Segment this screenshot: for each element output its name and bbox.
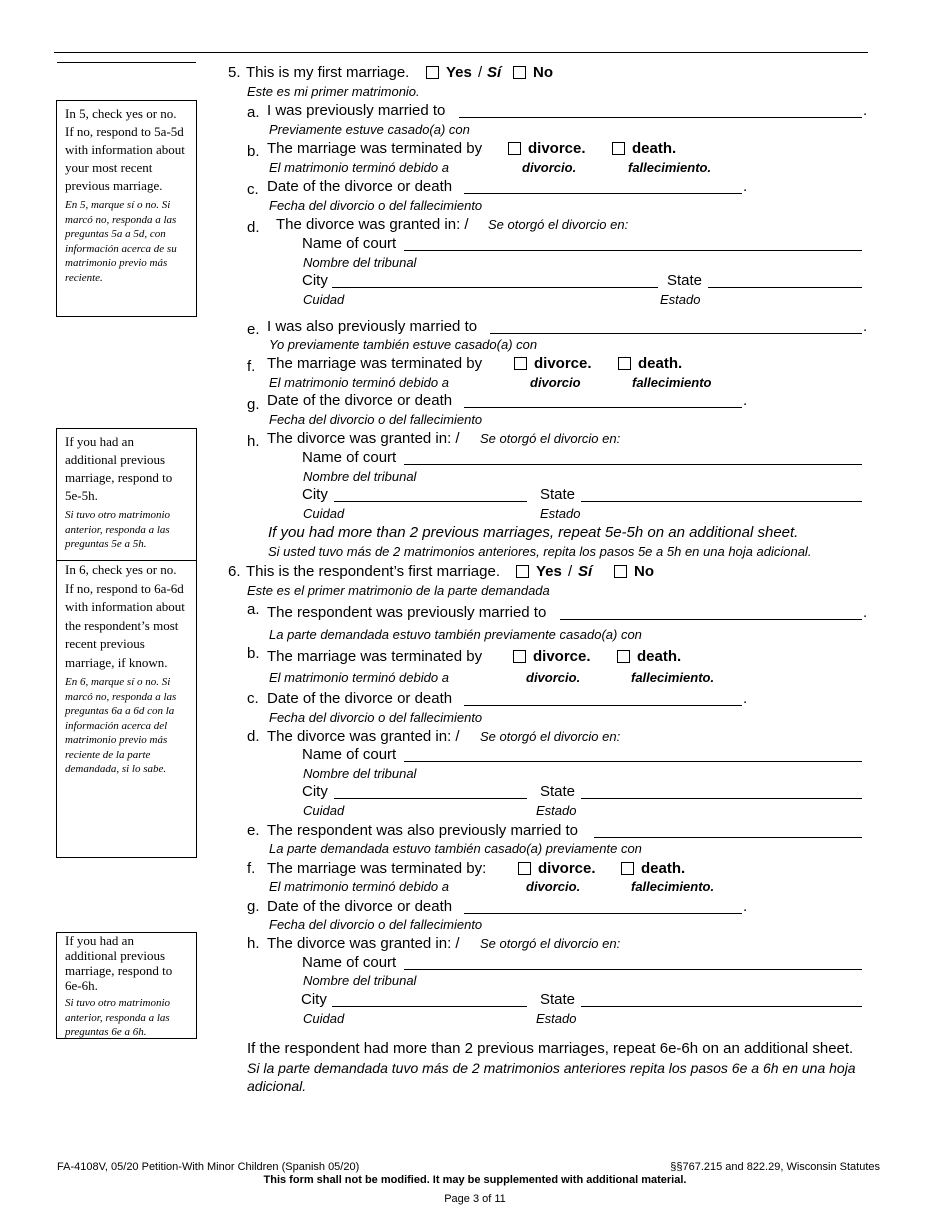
city-label-es: Cuidad xyxy=(303,506,345,521)
checkbox-6b-divorce[interactable] xyxy=(513,650,526,663)
label-divorcio: divorcio. xyxy=(522,160,577,175)
label-si: Sí xyxy=(578,563,593,580)
item-letter: e. xyxy=(247,321,260,338)
instruction-text-es: En 6, marque sí o no. Si marcó no, responda a las preguntas 6a a 6d con la información acerca del matrimonio previo más reciente de la parte demandada, si lo sabe. xyxy=(65,676,177,775)
item-letter: a. xyxy=(247,104,260,121)
instruction-text: If you had an additional previous marriage, respond to 5e-5h. xyxy=(65,434,173,503)
question-6a-label-es: La parte demandada estuvo también previamente casado(a) con xyxy=(269,627,642,642)
granted-es: Se otorgó el divorcio en: xyxy=(480,936,621,951)
field-6g-date[interactable] xyxy=(464,913,742,914)
instruction-text: In 5, check yes or no. If no, respond to 5a-5d with information about your most recent previous marriage. xyxy=(65,106,185,193)
item-letter: d. xyxy=(247,728,260,745)
form-id: FA-4108V, 05/20 Petition-With Minor Children (Spanish 05/20) xyxy=(57,1161,360,1173)
court-label-es: Nombre del tribunal xyxy=(303,973,417,988)
label-fallecimiento: fallecimiento. xyxy=(631,879,715,894)
city-label: City xyxy=(301,991,327,1008)
state-label-es: Estado xyxy=(536,803,577,818)
instruction-box-5 xyxy=(56,100,197,317)
period: . xyxy=(743,690,748,707)
field-5c-date[interactable] xyxy=(464,193,742,194)
question-5h-label: The divorce was granted in: / xyxy=(267,430,460,447)
field-6e-spouse[interactable] xyxy=(594,837,862,838)
granted-es: Se otorgó el divorcio en: xyxy=(488,217,629,232)
field-6d-court[interactable] xyxy=(404,761,862,762)
question-6c-label: Date of the divorce or death xyxy=(267,690,453,707)
granted-es: Se otorgó el divorcio en: xyxy=(480,729,621,744)
city-label: City xyxy=(302,486,328,503)
label-divorcio: divorcio xyxy=(530,375,581,390)
question-6e-label: The respondent was also previously married to xyxy=(267,822,578,839)
city-label-es: Cuidad xyxy=(303,1011,345,1026)
checkbox-6-yes[interactable] xyxy=(516,565,529,578)
question-5e-label: I was also previously married to xyxy=(267,318,478,335)
checkbox-6f-death[interactable] xyxy=(621,862,634,875)
city-label-es: Cuidad xyxy=(303,292,345,307)
page-number: Page 3 of 11 xyxy=(444,1193,506,1205)
terminated-es: El matrimonio terminó debido a xyxy=(269,670,449,685)
state-label: State xyxy=(667,272,703,289)
field-5h-state[interactable] xyxy=(581,501,862,502)
label-death: death. xyxy=(641,860,686,877)
court-label: Name of court xyxy=(302,746,397,763)
question-6h-label: The divorce was granted in: / xyxy=(267,935,460,952)
court-label: Name of court xyxy=(302,449,397,466)
label-yes: Yes xyxy=(446,64,472,81)
state-label-es: Estado xyxy=(536,1011,577,1026)
label-death: death. xyxy=(632,140,677,157)
item-letter: g. xyxy=(247,396,260,413)
field-6d-state[interactable] xyxy=(581,798,862,799)
terminated-es: El matrimonio terminó debido a xyxy=(269,160,449,175)
label-divorce: divorce. xyxy=(528,140,586,157)
city-label: City xyxy=(302,783,328,800)
date-label-es: Fecha del divorcio o del fallecimiento xyxy=(269,198,483,213)
item-letter: g. xyxy=(247,898,260,915)
repeat-note-5-es: Si usted tuvo más de 2 matrimonios anteriores, repita los pasos 5e a 5h en una hoja adicional. xyxy=(268,544,812,559)
state-label: State xyxy=(540,783,576,800)
state-label-es: Estado xyxy=(660,292,701,307)
item-letter: a. xyxy=(247,601,260,618)
question-6e-label-es: La parte demandada estuvo también casado(a) previamente con xyxy=(269,841,642,856)
question-6f-label: The marriage was terminated by: xyxy=(267,860,487,877)
label-divorce: divorce. xyxy=(538,860,596,877)
slash: / xyxy=(478,64,483,81)
sidebar-top-rule xyxy=(57,62,196,63)
label-death: death. xyxy=(638,355,683,372)
item-letter: h. xyxy=(247,935,260,952)
checkbox-5-no[interactable] xyxy=(513,66,526,79)
field-5a-spouse[interactable] xyxy=(459,117,862,118)
court-label: Name of court xyxy=(302,954,397,971)
question-6d-label: The divorce was granted in: / xyxy=(267,728,460,745)
item-letter: b. xyxy=(247,645,260,662)
instruction-box-6 xyxy=(56,560,197,858)
label-fallecimiento: fallecimiento. xyxy=(628,160,712,175)
item-number-6: 6. xyxy=(228,563,241,580)
state-label: State xyxy=(540,486,576,503)
item-letter: e. xyxy=(247,822,260,839)
date-label-es: Fecha del divorcio o del fallecimiento xyxy=(269,710,483,725)
checkbox-6b-death[interactable] xyxy=(617,650,630,663)
instruction-text: If you had an additional previous marriage, respond to 6e-6h. xyxy=(65,933,173,993)
court-label-es: Nombre del tribunal xyxy=(303,255,417,270)
period: . xyxy=(743,392,748,409)
question-5-title: This is my first marriage. xyxy=(246,64,410,81)
label-fallecimiento: fallecimiento xyxy=(632,375,712,390)
item-letter: h. xyxy=(247,433,260,450)
label-divorce: divorce. xyxy=(534,355,592,372)
item-letter: b. xyxy=(247,143,260,160)
question-5g-label: Date of the divorce or death xyxy=(267,392,453,409)
checkbox-5b-divorce[interactable] xyxy=(508,142,521,155)
question-5b-label: The marriage was terminated by xyxy=(267,140,483,157)
field-5h-court[interactable] xyxy=(404,464,862,465)
field-5e-spouse[interactable] xyxy=(490,333,862,334)
label-no: No xyxy=(634,563,654,580)
field-6c-date[interactable] xyxy=(464,705,742,706)
label-divorcio: divorcio. xyxy=(526,879,581,894)
terminated-es: El matrimonio terminó debido a xyxy=(269,375,449,390)
court-label-es: Nombre del tribunal xyxy=(303,766,417,781)
question-5c-label: Date of the divorce or death xyxy=(267,178,453,195)
item-letter: c. xyxy=(247,181,259,198)
question-5d-label: The divorce was granted in: / xyxy=(276,216,469,233)
instruction-text-es: Si tuvo otro matrimonio anterior, responda a las preguntas 6e a 6h. xyxy=(65,997,171,1038)
top-rule xyxy=(54,52,868,53)
state-label: State xyxy=(540,991,576,1008)
label-divorce: divorce. xyxy=(533,648,591,665)
repeat-note-6-es: Si la parte demandada tuvo más de 2 matrimonios anteriores repita los pasos 6e a 6h en una hoja xyxy=(247,1060,856,1076)
question-6-title: This is the respondent’s first marriage. xyxy=(246,563,500,580)
period: . xyxy=(863,604,868,621)
state-label-es: Estado xyxy=(540,506,581,521)
instruction-box-5e xyxy=(56,428,197,561)
item-letter: d. xyxy=(247,219,260,236)
question-6a-label: The respondent was previously married to xyxy=(267,604,547,621)
field-6h-state[interactable] xyxy=(581,1006,862,1007)
period: . xyxy=(743,898,748,915)
question-5e-label-es: Yo previamente también estuve casado(a) con xyxy=(269,337,538,352)
granted-es: Se otorgó el divorcio en: xyxy=(480,431,621,446)
field-6d-city[interactable] xyxy=(334,798,527,799)
item-letter: c. xyxy=(247,690,259,707)
date-label-es: Fecha del divorcio o del fallecimiento xyxy=(269,917,483,932)
instruction-box-6e xyxy=(56,932,197,1039)
city-label-es: Cuidad xyxy=(303,803,345,818)
field-5d-city[interactable] xyxy=(332,287,658,288)
checkbox-5f-death[interactable] xyxy=(618,357,631,370)
field-5g-date[interactable] xyxy=(464,407,742,408)
city-label: City xyxy=(302,272,328,289)
label-no: No xyxy=(533,64,553,81)
repeat-note-6: If the respondent had more than 2 previous marriages, repeat 6e-6h on an additional sheet. xyxy=(247,1040,854,1057)
instruction-text-es: Si tuvo otro matrimonio anterior, responda a las preguntas 5e a 5h. xyxy=(65,509,171,550)
court-label: Name of court xyxy=(302,235,397,252)
question-5a-label-es: Previamente estuve casado(a) con xyxy=(269,122,470,137)
terminated-es: El matrimonio terminó debido a xyxy=(269,879,449,894)
question-5a-label: I was previously married to xyxy=(267,102,446,119)
checkbox-6f-divorce[interactable] xyxy=(518,862,531,875)
checkbox-6-no[interactable] xyxy=(614,565,627,578)
period: . xyxy=(743,178,748,195)
field-6h-court[interactable] xyxy=(404,969,862,970)
date-label-es: Fecha del divorcio o del fallecimiento xyxy=(269,412,483,427)
field-5d-state[interactable] xyxy=(708,287,862,288)
period: . xyxy=(863,318,868,335)
repeat-note-5: If you had more than 2 previous marriages, repeat 5e-5h on an additional sheet. xyxy=(268,524,799,541)
label-fallecimiento: fallecimiento. xyxy=(631,670,715,685)
checkbox-5b-death[interactable] xyxy=(612,142,625,155)
court-label-es: Nombre del tribunal xyxy=(303,469,417,484)
instruction-text: In 6, check yes or no. If no, respond to 6a-6d with information about the respondent’s most recent previous marriage, if known. xyxy=(65,562,185,670)
question-5f-label: The marriage was terminated by xyxy=(267,355,483,372)
repeat-note-6-es-cont: adicional. xyxy=(247,1078,307,1094)
question-6b-label: The marriage was terminated by xyxy=(267,648,483,665)
question-6g-label: Date of the divorce or death xyxy=(267,898,453,915)
instruction-text-es: En 5, marque sí o no. Si marcó no, responda a las preguntas 5a a 5d, con información acerca de su matrimonio previo más reciente. xyxy=(65,199,177,284)
field-5h-city[interactable] xyxy=(334,501,527,502)
label-si: Sí xyxy=(487,64,502,81)
item-letter: f. xyxy=(247,358,256,375)
label-divorcio: divorcio. xyxy=(526,670,581,685)
item-letter: f. xyxy=(247,860,256,877)
checkbox-5-yes[interactable] xyxy=(426,66,439,79)
statutes: §§767.215 and 822.29, Wisconsin Statutes xyxy=(670,1161,880,1173)
field-6a-spouse[interactable] xyxy=(560,619,862,620)
slash: / xyxy=(568,563,573,580)
checkbox-5f-divorce[interactable] xyxy=(514,357,527,370)
question-5-title-es: Este es mi primer matrimonio. xyxy=(247,84,420,99)
field-5d-court[interactable] xyxy=(404,250,862,251)
footer-notice: This form shall not be modified. It may be supplemented with additional material. xyxy=(263,1174,687,1186)
label-yes: Yes xyxy=(536,563,562,580)
question-6-title-es: Este es el primer matrimonio de la parte demandada xyxy=(247,583,550,598)
period: . xyxy=(863,102,868,119)
field-6h-city[interactable] xyxy=(332,1006,527,1007)
label-death: death. xyxy=(637,648,682,665)
item-number-5: 5. xyxy=(228,64,241,81)
